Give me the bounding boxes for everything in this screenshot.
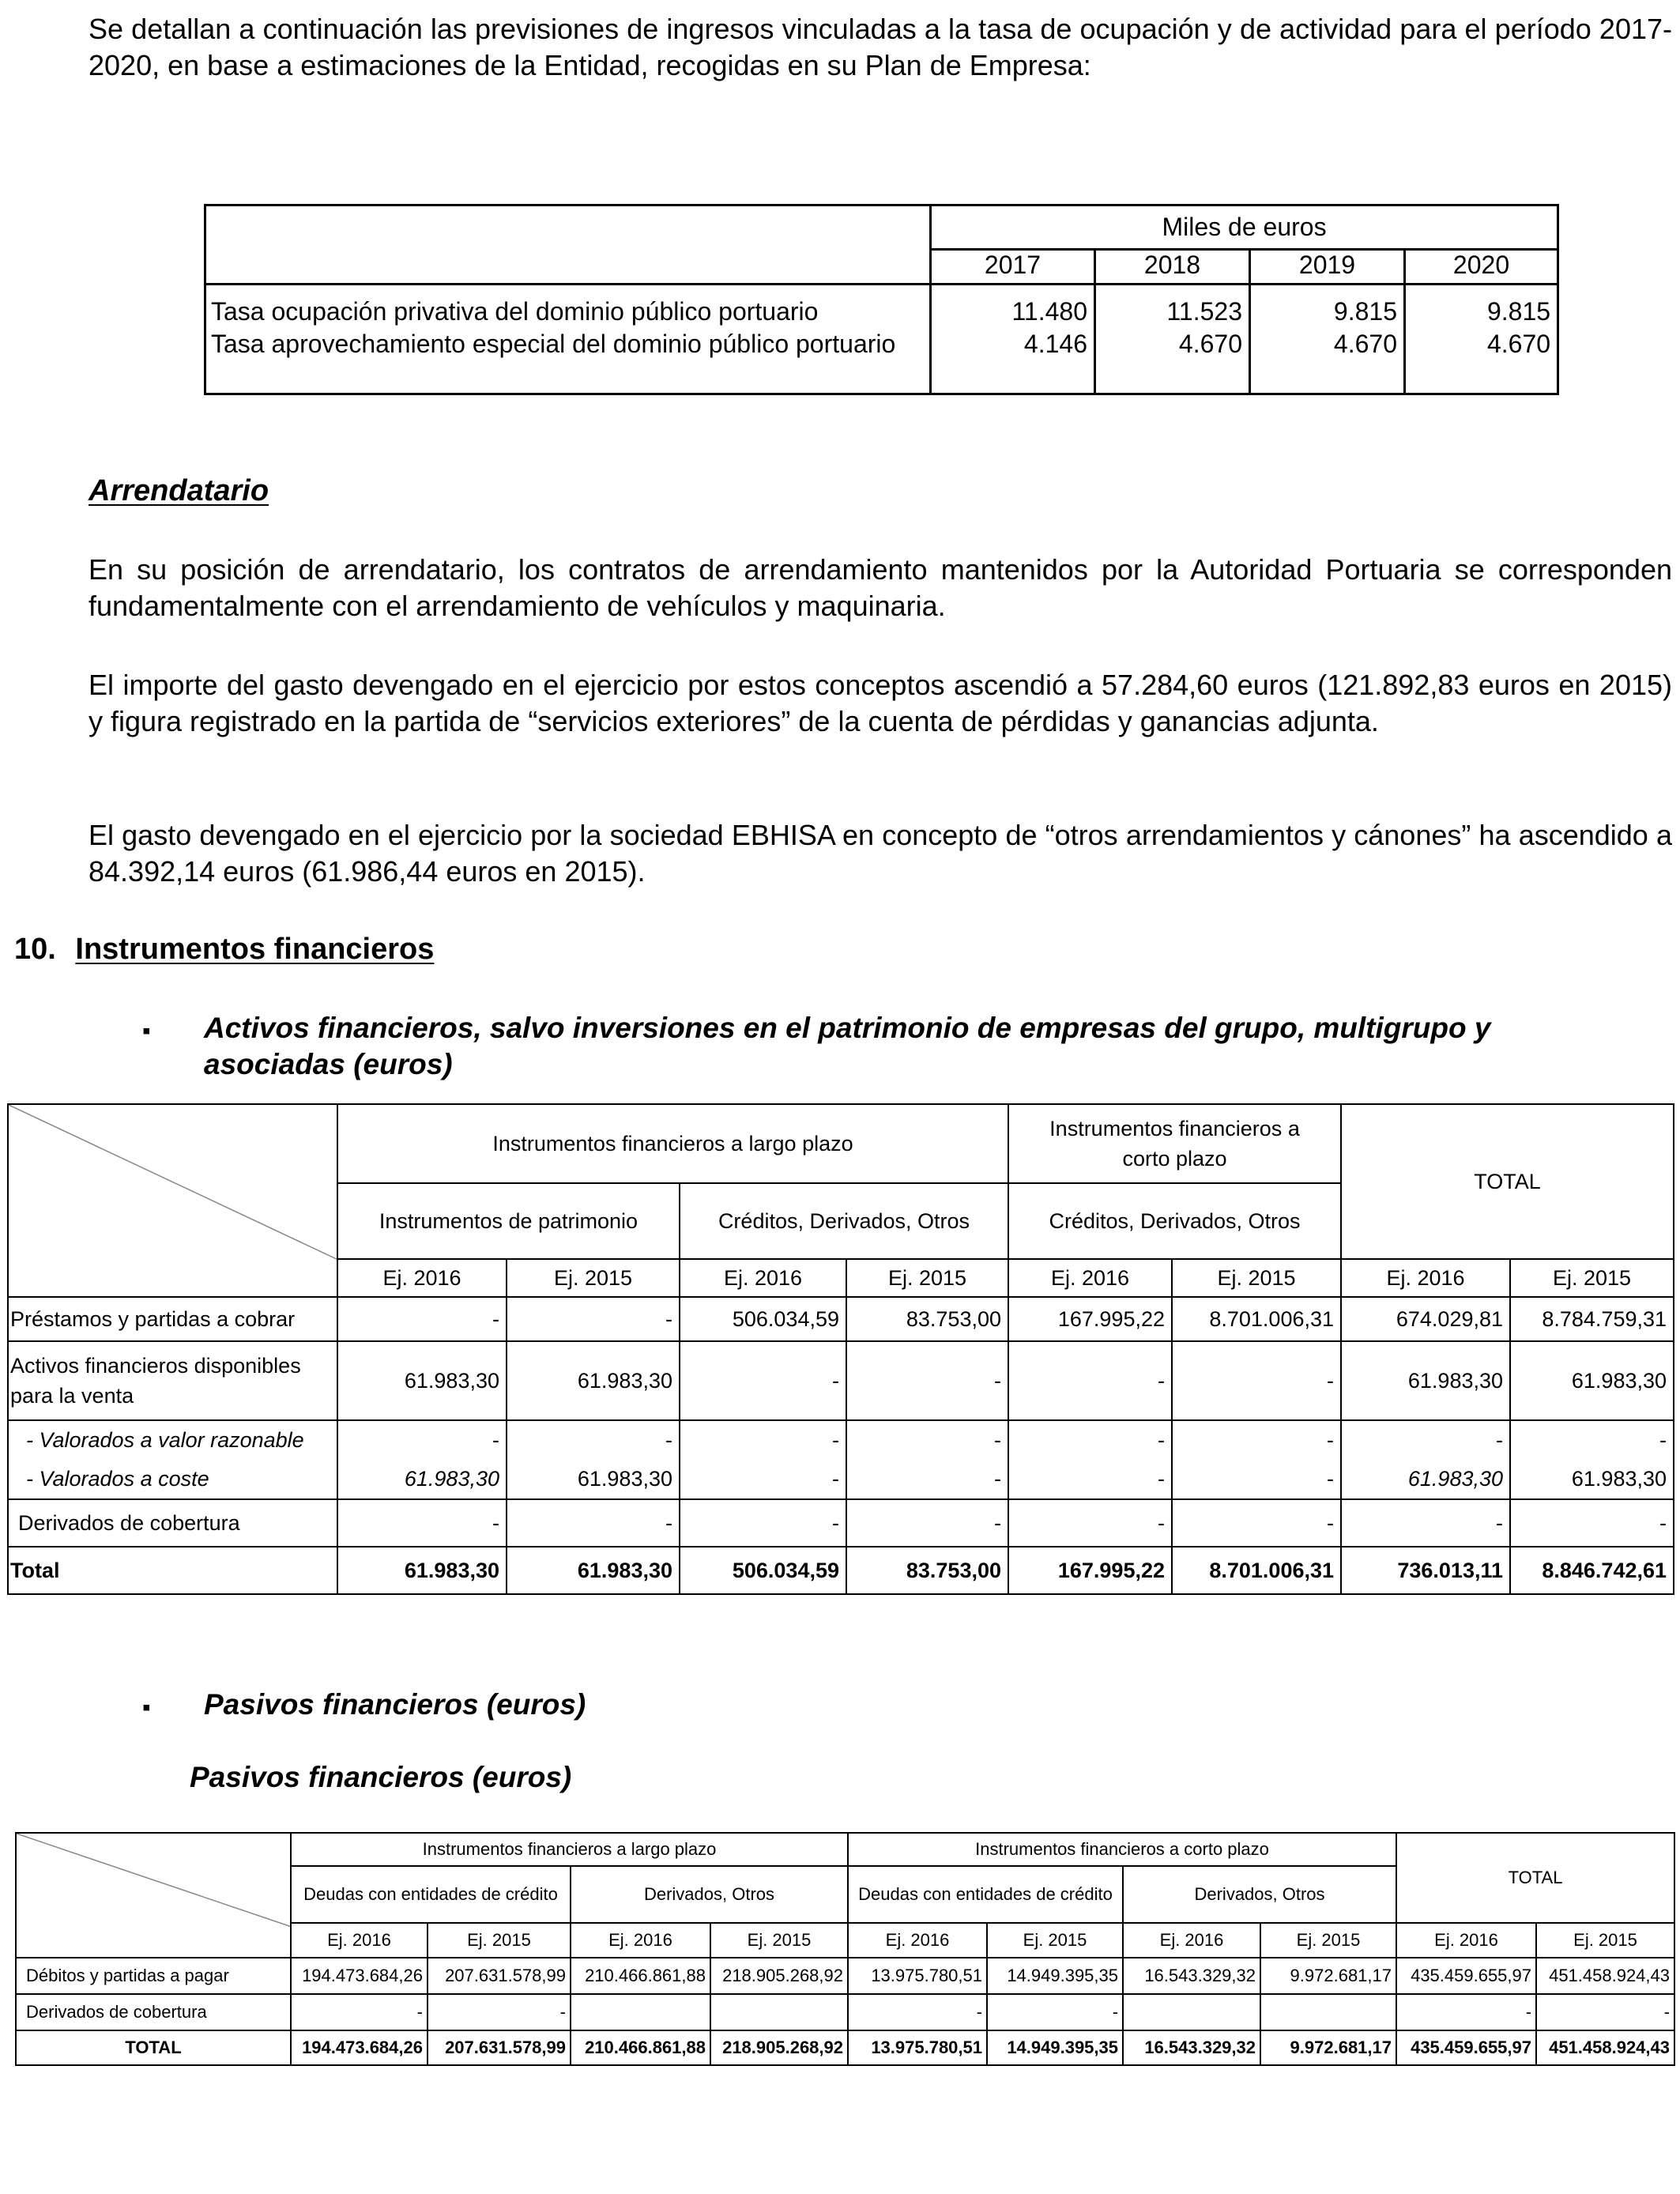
pasivos-period: Ej. 2016 <box>571 1923 710 1958</box>
pasivos-period: Ej. 2016 <box>1123 1923 1260 1958</box>
section-title: Instrumentos financieros <box>75 933 435 966</box>
forecast-cell: 4.670 <box>1250 326 1405 363</box>
pasivos-cell: - <box>987 1994 1123 2030</box>
forecast-corner-cell <box>205 205 931 285</box>
activos-cell: 167.995,22 <box>1008 1297 1172 1341</box>
activos-total-cell: 61.983,30 <box>337 1547 507 1594</box>
activos-total-cell: 8.846.742,61 <box>1510 1547 1674 1594</box>
pasivos-cell: 14.949.395,35 <box>987 1958 1123 1994</box>
pasivos-cell: - <box>428 1994 571 2030</box>
forecast-cell: 4.146 <box>931 326 1095 363</box>
activos-total-cell: 736.013,11 <box>1341 1547 1510 1594</box>
activos-sub-creditos-cp: Créditos, Derivados, Otros <box>1008 1183 1341 1259</box>
pasivos-sub-deudas-lp: Deudas con entidades de crédito <box>291 1866 571 1923</box>
pasivos-cell: 207.631.578,99 <box>428 1958 571 1994</box>
activos-cell: - <box>1172 1420 1341 1460</box>
section-number: 10. <box>14 933 56 966</box>
pasivos-cell: - <box>1396 1994 1536 2030</box>
activos-heading-line2: asociadas (euros) <box>204 1048 453 1080</box>
activos-total-cell: 506.034,59 <box>680 1547 846 1594</box>
activos-cell: - <box>1510 1420 1674 1460</box>
pasivos-row-label: Derivados de cobertura <box>16 1994 291 2030</box>
pasivos-total-cell: 451.458.924,43 <box>1536 2030 1674 2065</box>
activos-cell: - <box>846 1499 1008 1547</box>
activos-cell: - <box>507 1499 680 1547</box>
activos-group-lp: Instrumentos financieros a largo plazo <box>337 1104 1008 1183</box>
activos-cell: 506.034,59 <box>680 1297 846 1341</box>
pasivos-total-cell: 207.631.578,99 <box>428 2030 571 2065</box>
activos-cell: - <box>337 1297 507 1341</box>
activos-period: Ej. 2016 <box>1008 1259 1172 1297</box>
pasivos-cell: 435.459.655,97 <box>1396 1958 1536 1994</box>
pasivos-subheading: Pasivos financieros (euros) <box>190 1761 572 1793</box>
activos-cell: - <box>1172 1499 1341 1547</box>
forecast-year-header: 2017 <box>931 250 1095 285</box>
activos-cell: - <box>1008 1499 1172 1547</box>
activos-cell: 61.983,30 <box>1341 1341 1510 1420</box>
activos-cell: - <box>1341 1499 1510 1547</box>
activos-corner-cell <box>8 1104 337 1297</box>
activos-cell: - <box>680 1420 846 1460</box>
pasivos-total-cell: 194.473.684,26 <box>291 2030 428 2065</box>
activos-total-cell: 167.995,22 <box>1008 1547 1172 1594</box>
forecast-year-header: 2020 <box>1405 250 1558 285</box>
forecast-cell: 4.670 <box>1095 326 1250 363</box>
pasivos-cell <box>571 1994 710 2030</box>
bullet-icon: ▪ <box>142 1695 151 1721</box>
activos-cell: - <box>337 1420 507 1460</box>
pasivos-corner-cell <box>16 1833 291 1958</box>
activos-table <box>7 1103 1674 1595</box>
activos-row-label: - Valorados a valor razonable <box>8 1420 337 1460</box>
arrendatario-paragraph-1: En su posición de arrendatario, los contratos de arrendamiento mantenidos por la Autoridad Portuaria se corresponden fundamentalmente con el arrendamiento de vehículos y maquinaria. <box>89 553 1672 622</box>
pasivos-sub-derivados-cp: Derivados, Otros <box>1123 1866 1396 1923</box>
pasivos-cell <box>1260 1994 1396 2030</box>
forecast-cell: 11.480 <box>931 287 1095 326</box>
activos-period: Ej. 2015 <box>1510 1259 1674 1297</box>
pasivos-cell: 210.466.861,88 <box>571 1958 710 1994</box>
pasivos-sub-deudas-cp: Deudas con entidades de crédito <box>848 1866 1123 1923</box>
activos-cell: - <box>1172 1460 1341 1499</box>
diagonal-line <box>17 1834 291 1927</box>
forecast-year-header: 2018 <box>1095 250 1250 285</box>
pasivos-group-lp: Instrumentos financieros a largo plazo <box>291 1833 848 1866</box>
pasivos-period: Ej. 2016 <box>1396 1923 1536 1958</box>
activos-cell: 8.784.759,31 <box>1510 1297 1674 1341</box>
arrendatario-paragraph-3: El gasto devengado en el ejercicio por la sociedad EBHISA en concepto de “otros arrendamientos y cánones” ha ascendido a 84.392,14 euros (61.986,44 euros en 2015). <box>89 819 1672 888</box>
forecast-cell: 9.815 <box>1405 287 1558 326</box>
pasivos-total-cell: 13.975.780,51 <box>848 2030 987 2065</box>
forecast-row-label: Tasa aprovechamiento especial del dominio público portuario <box>205 326 931 363</box>
pasivos-cell: 194.473.684,26 <box>291 1958 428 1994</box>
forecast-cell: 11.523 <box>1095 287 1250 326</box>
activos-row-label: Activos financieros disponibles para la venta <box>8 1341 337 1420</box>
pasivos-period: Ej. 2015 <box>1536 1923 1674 1958</box>
activos-total-cell: 83.753,00 <box>846 1547 1008 1594</box>
pasivos-period: Ej. 2015 <box>428 1923 571 1958</box>
pasivos-cell: - <box>1536 1994 1674 2030</box>
activos-cell: 674.029,81 <box>1341 1297 1510 1341</box>
pasivos-cell: - <box>848 1994 987 2030</box>
activos-cell: 61.983,30 <box>507 1341 680 1420</box>
pasivos-row-label: Débitos y partidas a pagar <box>16 1958 291 1994</box>
pasivos-total-cell: 218.905.268,92 <box>710 2030 848 2065</box>
activos-cell: - <box>846 1460 1008 1499</box>
activos-cell: - <box>680 1499 846 1547</box>
activos-period: Ej. 2015 <box>846 1259 1008 1297</box>
pasivos-table <box>15 1832 1675 2066</box>
forecast-cell: 9.815 <box>1250 287 1405 326</box>
activos-cell: 8.701.006,31 <box>1172 1297 1341 1341</box>
pasivos-cell: 451.458.924,43 <box>1536 1958 1674 1994</box>
activos-cell: - <box>846 1341 1008 1420</box>
pasivos-total-cell: 14.949.395,35 <box>987 2030 1123 2065</box>
activos-cell: - <box>1510 1499 1674 1547</box>
pasivos-cell: 13.975.780,51 <box>848 1958 987 1994</box>
activos-cell: - <box>507 1420 680 1460</box>
pasivos-cell <box>1123 1994 1260 2030</box>
activos-period: Ej. 2015 <box>1172 1259 1341 1297</box>
forecast-row-label: Tasa ocupación privativa del dominio público portuario <box>205 287 931 326</box>
arrendatario-heading-text: Arrendatario <box>89 474 269 507</box>
pasivos-cell <box>710 1994 848 2030</box>
activos-cell: - <box>1008 1341 1172 1420</box>
pasivos-period: Ej. 2016 <box>291 1923 428 1958</box>
activos-cell: - <box>1341 1420 1510 1460</box>
section-10-heading <box>14 931 434 967</box>
pasivos-total-cell: 16.543.329,32 <box>1123 2030 1260 2065</box>
activos-period: Ej. 2016 <box>1341 1259 1510 1297</box>
activos-cell: 61.983,30 <box>337 1341 507 1420</box>
activos-cell: 61.983,30 <box>1341 1460 1510 1499</box>
activos-cell: - <box>1008 1460 1172 1499</box>
activos-total-cell: 61.983,30 <box>507 1547 680 1594</box>
pasivos-period: Ej. 2015 <box>1260 1923 1396 1958</box>
activos-period: Ej. 2016 <box>680 1259 846 1297</box>
activos-cell: 61.983,30 <box>507 1460 680 1499</box>
pasivos-total-cell: 210.466.861,88 <box>571 2030 710 2065</box>
activos-cell: 61.983,30 <box>337 1460 507 1499</box>
activos-total-label: Total <box>8 1547 337 1594</box>
activos-cell: 83.753,00 <box>846 1297 1008 1341</box>
activos-period: Ej. 2015 <box>507 1259 680 1297</box>
forecast-table <box>204 204 1559 395</box>
activos-sub-creditos-lp: Créditos, Derivados, Otros <box>680 1183 1008 1259</box>
bullet-icon: ▪ <box>142 1018 151 1044</box>
activos-cell: - <box>680 1341 846 1420</box>
activos-sub-patrimonio: Instrumentos de patrimonio <box>337 1183 680 1259</box>
activos-cell: - <box>846 1420 1008 1460</box>
activos-cell: 61.983,30 <box>1510 1341 1674 1420</box>
intro-paragraph: Se detallan a continuación las previsiones de ingresos vinculadas a la tasa de ocupación y de actividad para el período 2017-2020, en base a estimaciones de la Entidad, recogidas en su Plan de Empresa: <box>89 13 1672 81</box>
pasivos-period: Ej. 2015 <box>987 1923 1123 1958</box>
activos-heading-line1: Activos financieros, salvo inversiones en el patrimonio de empresas del grupo, multigrupo y <box>204 1012 1491 1044</box>
activos-group-cp: Instrumentos financieros a corto plazo <box>1008 1104 1341 1183</box>
arrendatario-heading <box>89 473 269 509</box>
pasivos-period: Ej. 2016 <box>848 1923 987 1958</box>
pasivos-total-cell: 435.459.655,97 <box>1396 2030 1536 2065</box>
pasivos-cell: - <box>291 1994 428 2030</box>
activos-cell: - <box>1172 1341 1341 1420</box>
pasivos-cell: 16.543.329,32 <box>1123 1958 1260 1994</box>
activos-row-label: - Valorados a coste <box>8 1460 337 1499</box>
activos-cell: - <box>680 1460 846 1499</box>
pasivos-period: Ej. 2015 <box>710 1923 848 1958</box>
activos-cell: - <box>507 1297 680 1341</box>
forecast-cell: 4.670 <box>1405 326 1558 363</box>
pasivos-heading: Pasivos financieros (euros) <box>204 1688 586 1721</box>
activos-row-label: Derivados de cobertura <box>8 1499 337 1547</box>
activos-total-cell: 8.701.006,31 <box>1172 1547 1341 1594</box>
pasivos-total-cell: 9.972.681,17 <box>1260 2030 1396 2065</box>
activos-cell: - <box>337 1499 507 1547</box>
forecast-year-header: 2019 <box>1250 250 1405 285</box>
pasivos-total-label: TOTAL <box>16 2030 291 2065</box>
diagonal-line <box>9 1105 337 1260</box>
pasivos-group-cp: Instrumentos financieros a corto plazo <box>848 1833 1396 1866</box>
pasivos-cell: 9.972.681,17 <box>1260 1958 1396 1994</box>
arrendatario-paragraph-2: El importe del gasto devengado en el ejercicio por estos conceptos ascendió a 57.284,60 euros (121.892,83 euros en 2015) y figura registrado en la partida de “servicios exteriores” de la cuenta de pérdidas y ganancias adjunta. <box>89 669 1672 737</box>
pasivos-cell: 218.905.268,92 <box>710 1958 848 1994</box>
activos-cell: - <box>1008 1420 1172 1460</box>
activos-cell: 61.983,30 <box>1510 1460 1674 1499</box>
pasivos-sub-derivados-lp: Derivados, Otros <box>571 1866 848 1923</box>
activos-row-label: Préstamos y partidas a cobrar <box>8 1297 337 1341</box>
pasivos-total-header: TOTAL <box>1396 1833 1674 1923</box>
activos-period: Ej. 2016 <box>337 1259 507 1297</box>
forecast-unit-header: Miles de euros <box>931 205 1558 250</box>
activos-total-header: TOTAL <box>1341 1104 1674 1259</box>
